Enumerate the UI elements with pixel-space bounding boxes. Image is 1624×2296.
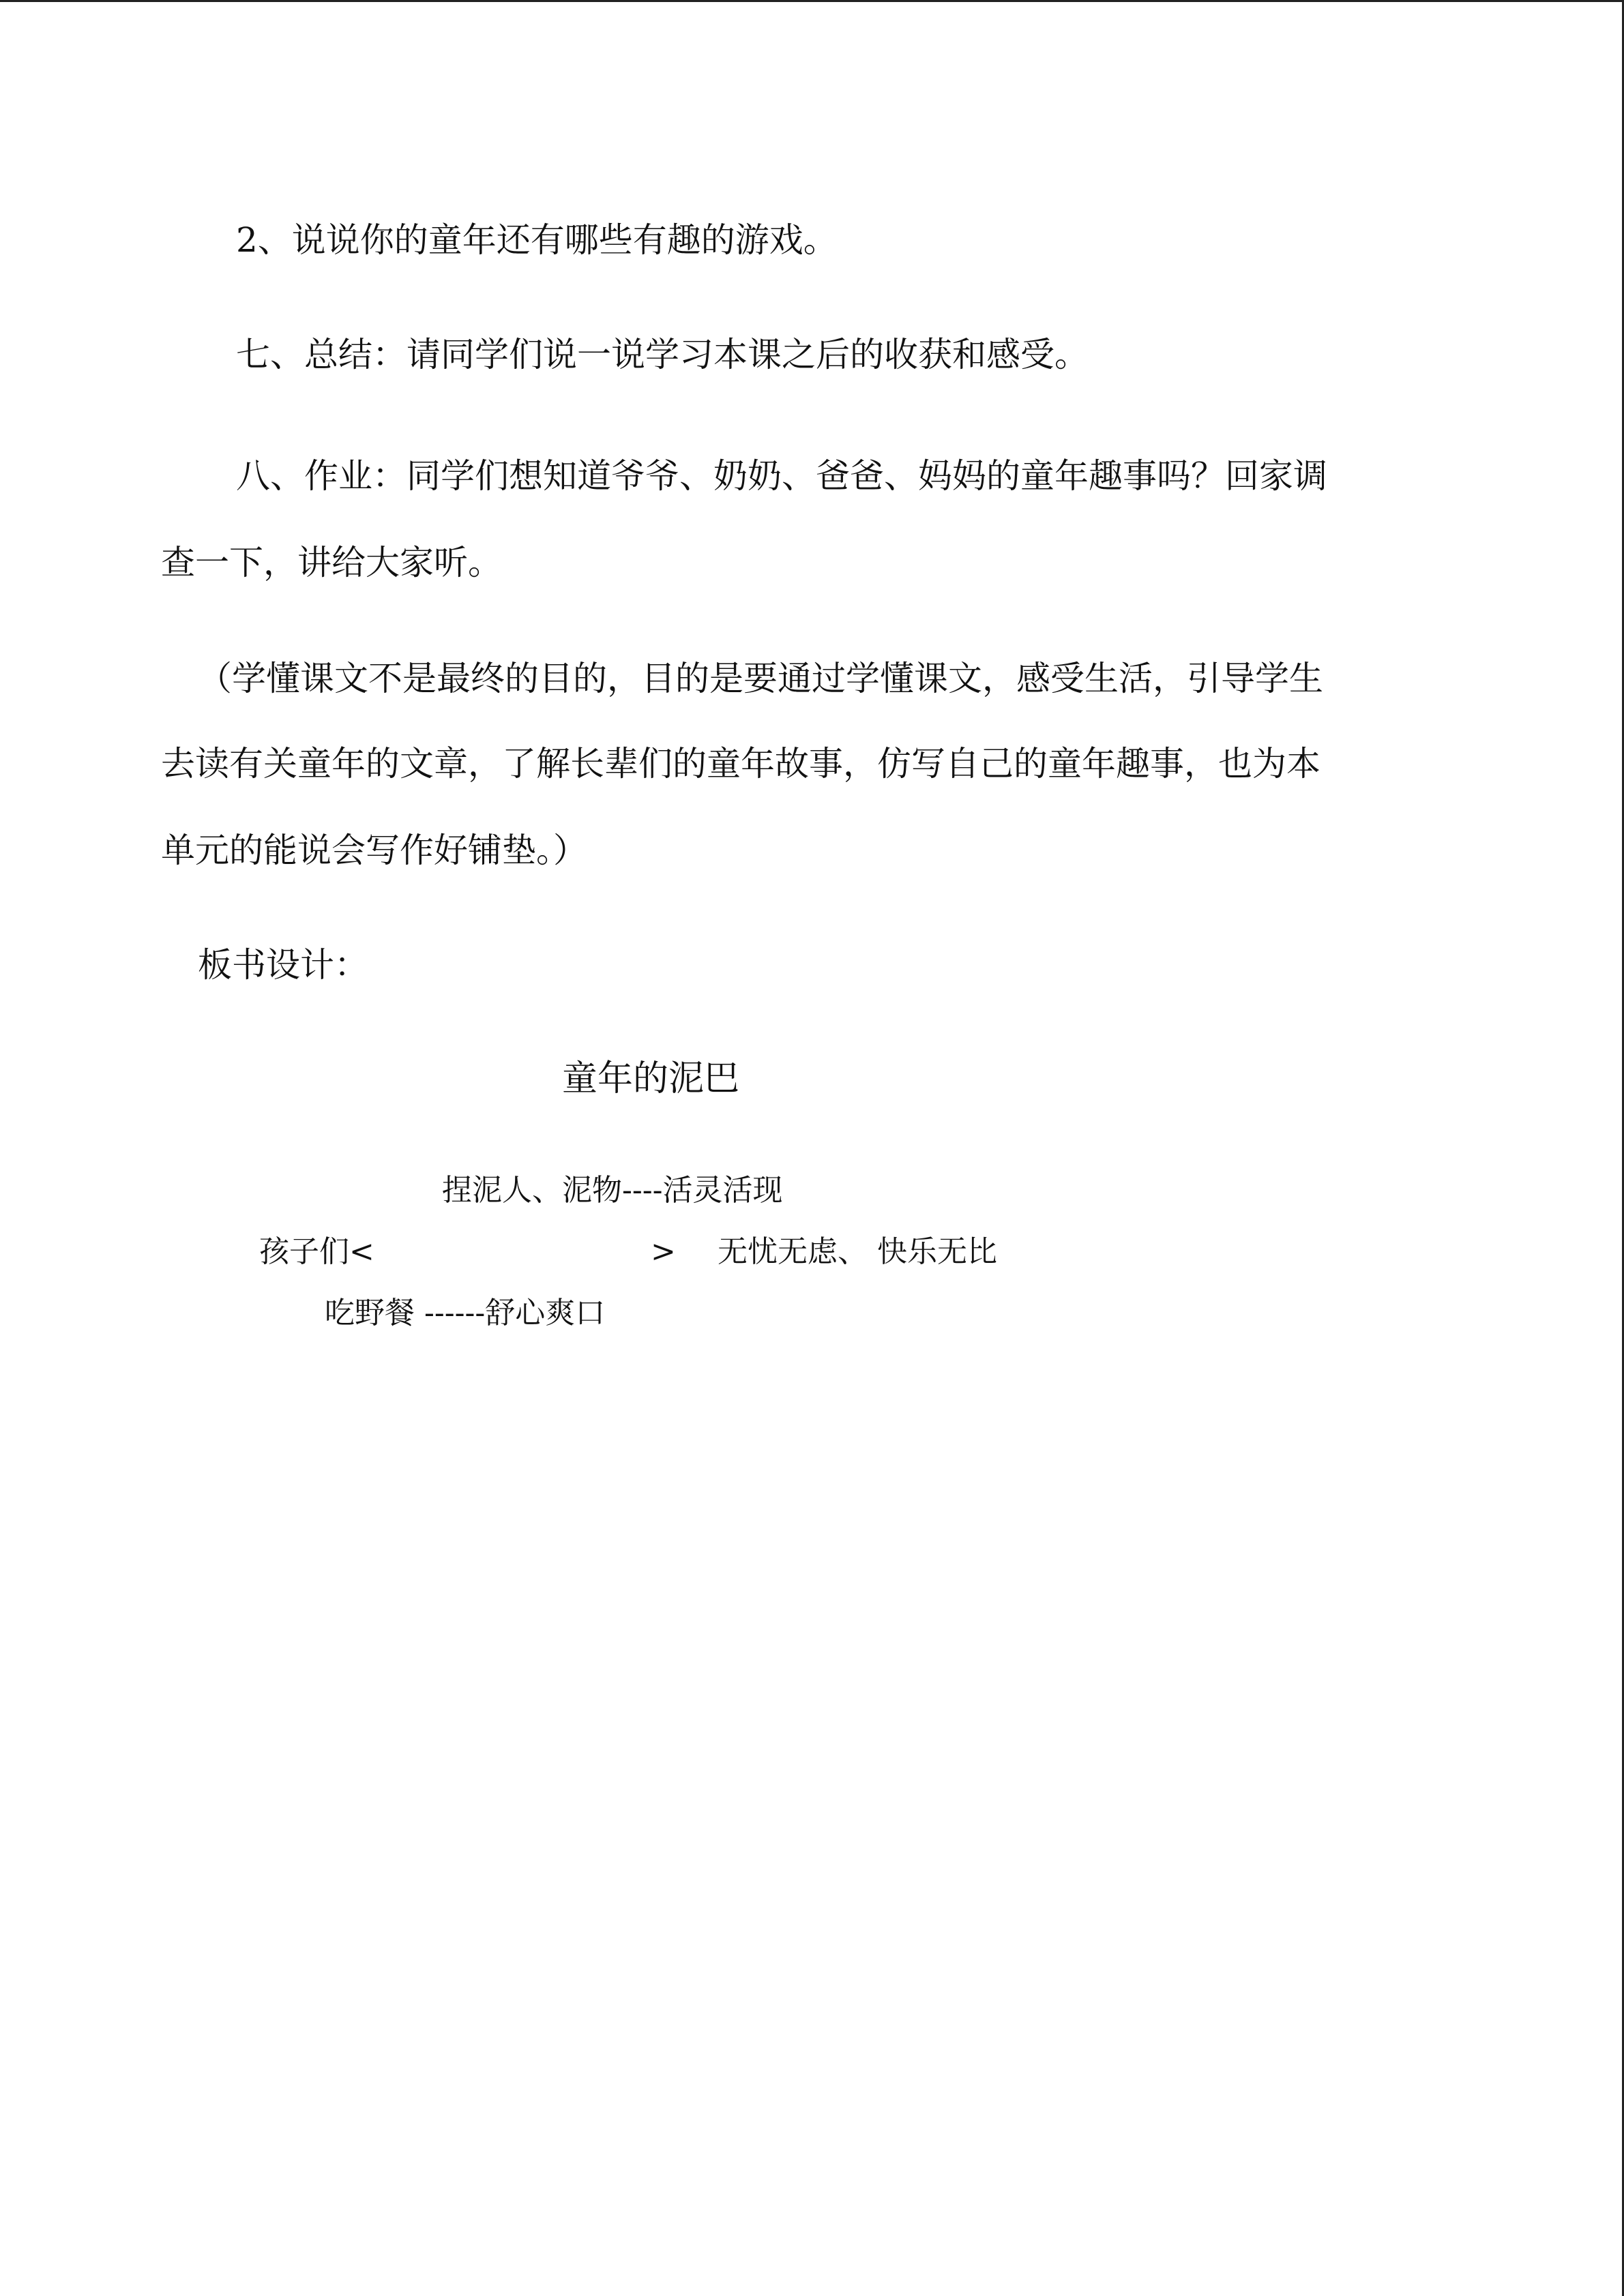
paragraph-summary: 七、总结：请同学们说一说学习本课之后的收获和感受。 bbox=[236, 335, 1089, 374]
paragraph-homework-line-2: 查一下，讲给大家听。 bbox=[161, 543, 502, 582]
paragraph-homework-line-1: 八、作业：同学们想知道爷爷、奶奶、爸爸、妈妈的童年趣事吗？回家调 bbox=[236, 456, 1327, 496]
board-title: 童年的泥巴 bbox=[562, 1058, 740, 1099]
paragraph-game-question: 2、说说你的童年还有哪些有趣的游戏。 bbox=[236, 220, 838, 260]
board-design-label: 板书设计： bbox=[198, 945, 368, 985]
board-row-carefree: 无忧无虑、 快乐无比 bbox=[718, 1234, 997, 1269]
paragraph-note-line-2: 去读有关童年的文章，了解长辈们的童年故事，仿写自己的童年趣事，也为本 bbox=[161, 744, 1320, 784]
page-top-border bbox=[0, 0, 1624, 2]
board-row-picnic: 吃野餐 ------舒心爽口 bbox=[325, 1296, 606, 1330]
board-row-clay-figures: 捏泥人、泥物----活灵活现 bbox=[442, 1173, 783, 1208]
paragraph-note-line-3: 单元的能说会写作好铺垫。） bbox=[161, 831, 587, 870]
paragraph-note-line-1: （学懂课文不是最终的目的，目的是要通过学懂课文，感受生活，引导学生 bbox=[198, 659, 1323, 698]
board-row-children: 孩子们< bbox=[259, 1234, 374, 1269]
board-bracket-close: > bbox=[651, 1234, 676, 1269]
